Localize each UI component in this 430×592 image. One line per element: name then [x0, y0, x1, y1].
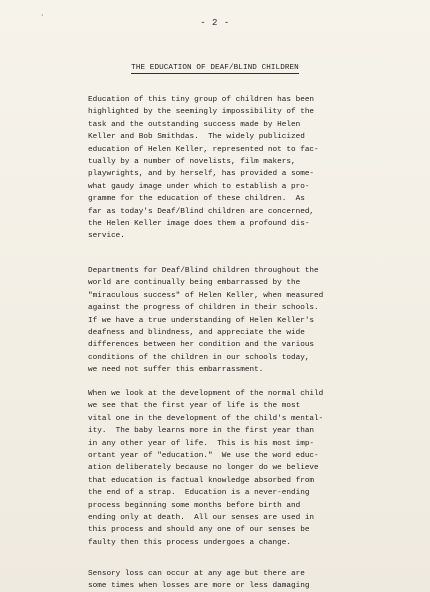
text-line: service.	[88, 232, 125, 241]
text-line: deafness and blindness, and appreciate the wide	[88, 329, 305, 338]
text-line: When we look at the development of the normal child	[88, 390, 324, 398]
text-line: against the progress of children in their schools.	[88, 304, 319, 313]
text-line: world are continually being embarrassed by the	[88, 279, 301, 288]
text-line: far as today's Deaf/Blind children are concerned,	[88, 207, 315, 216]
text-line: ending only at death. All our senses are used in	[88, 514, 315, 523]
text-line: vital one in the development of the child's mental-	[88, 414, 324, 423]
text-line: "miraculous success" of Helen Keller, when measured	[88, 291, 324, 300]
text-line: that education is factual knowledge absorbed from	[88, 476, 315, 485]
paragraph-4	[88, 568, 388, 592]
text-line: in any other year of life. This is his most imp-	[88, 439, 315, 448]
text-line: Departments for Deaf/Blind children throughout the	[88, 267, 319, 275]
text-line: the Helen Keller image does them a profound dis-	[88, 220, 310, 229]
text-line: we need not suffer this embarrassment.	[88, 366, 264, 375]
text-line: gramme for the education of these children. As	[88, 195, 305, 204]
paragraph-3	[88, 388, 388, 549]
text-line: task and the outstanding success made by Helen	[88, 120, 301, 129]
text-line: faulty then this process undergoes a change.	[88, 538, 291, 547]
text-line: highlighted by the seemingly impossibility of the	[88, 108, 315, 117]
text-line: If we have a true understanding of Helen Keller's	[88, 316, 315, 325]
text-line: what gaudy image under which to establish a pro-	[88, 182, 310, 191]
text-line: conditions of the children in our schools today,	[88, 353, 310, 362]
page-number: - 2 -	[200, 18, 230, 28]
text-line: ity. The baby learns more in the first year than	[88, 427, 315, 436]
text-line: Education of this tiny group of children has been	[88, 96, 315, 104]
text-line: this process and should any one of our senses be	[88, 526, 310, 535]
text-line: some times when losses are more or less damaging	[88, 582, 310, 591]
text-line: the end of a strap. Education is a never-ending	[88, 489, 310, 498]
paragraph-2	[88, 265, 388, 377]
document-title	[0, 64, 430, 72]
text-line: playwrights, and by herself, has provided a some-	[88, 170, 315, 179]
text-line: education of Helen Keller, represented not to fac-	[88, 145, 319, 154]
text-line: we see that the first year of life is the most	[88, 402, 301, 411]
document-title-text: THE EDUCATION OF DEAF/BLIND CHILDREN	[131, 64, 299, 72]
text-line: ortant year of "education." We use the word educ-	[88, 452, 319, 461]
paragraph-1	[88, 94, 388, 243]
corner-mark: ·	[41, 11, 44, 20]
text-line: Sensory loss can occur at any age but there are	[88, 570, 305, 578]
text-line: tually by a number of novelists, film makers,	[88, 158, 296, 167]
text-line: process beginning some months before birth and	[88, 501, 301, 510]
text-line: Keller and Bob Smithdas. The widely publicized	[88, 133, 305, 142]
text-line: differences between her condition and the various	[88, 341, 315, 350]
text-line: ation deliberately because no longer do we believe	[88, 464, 319, 473]
